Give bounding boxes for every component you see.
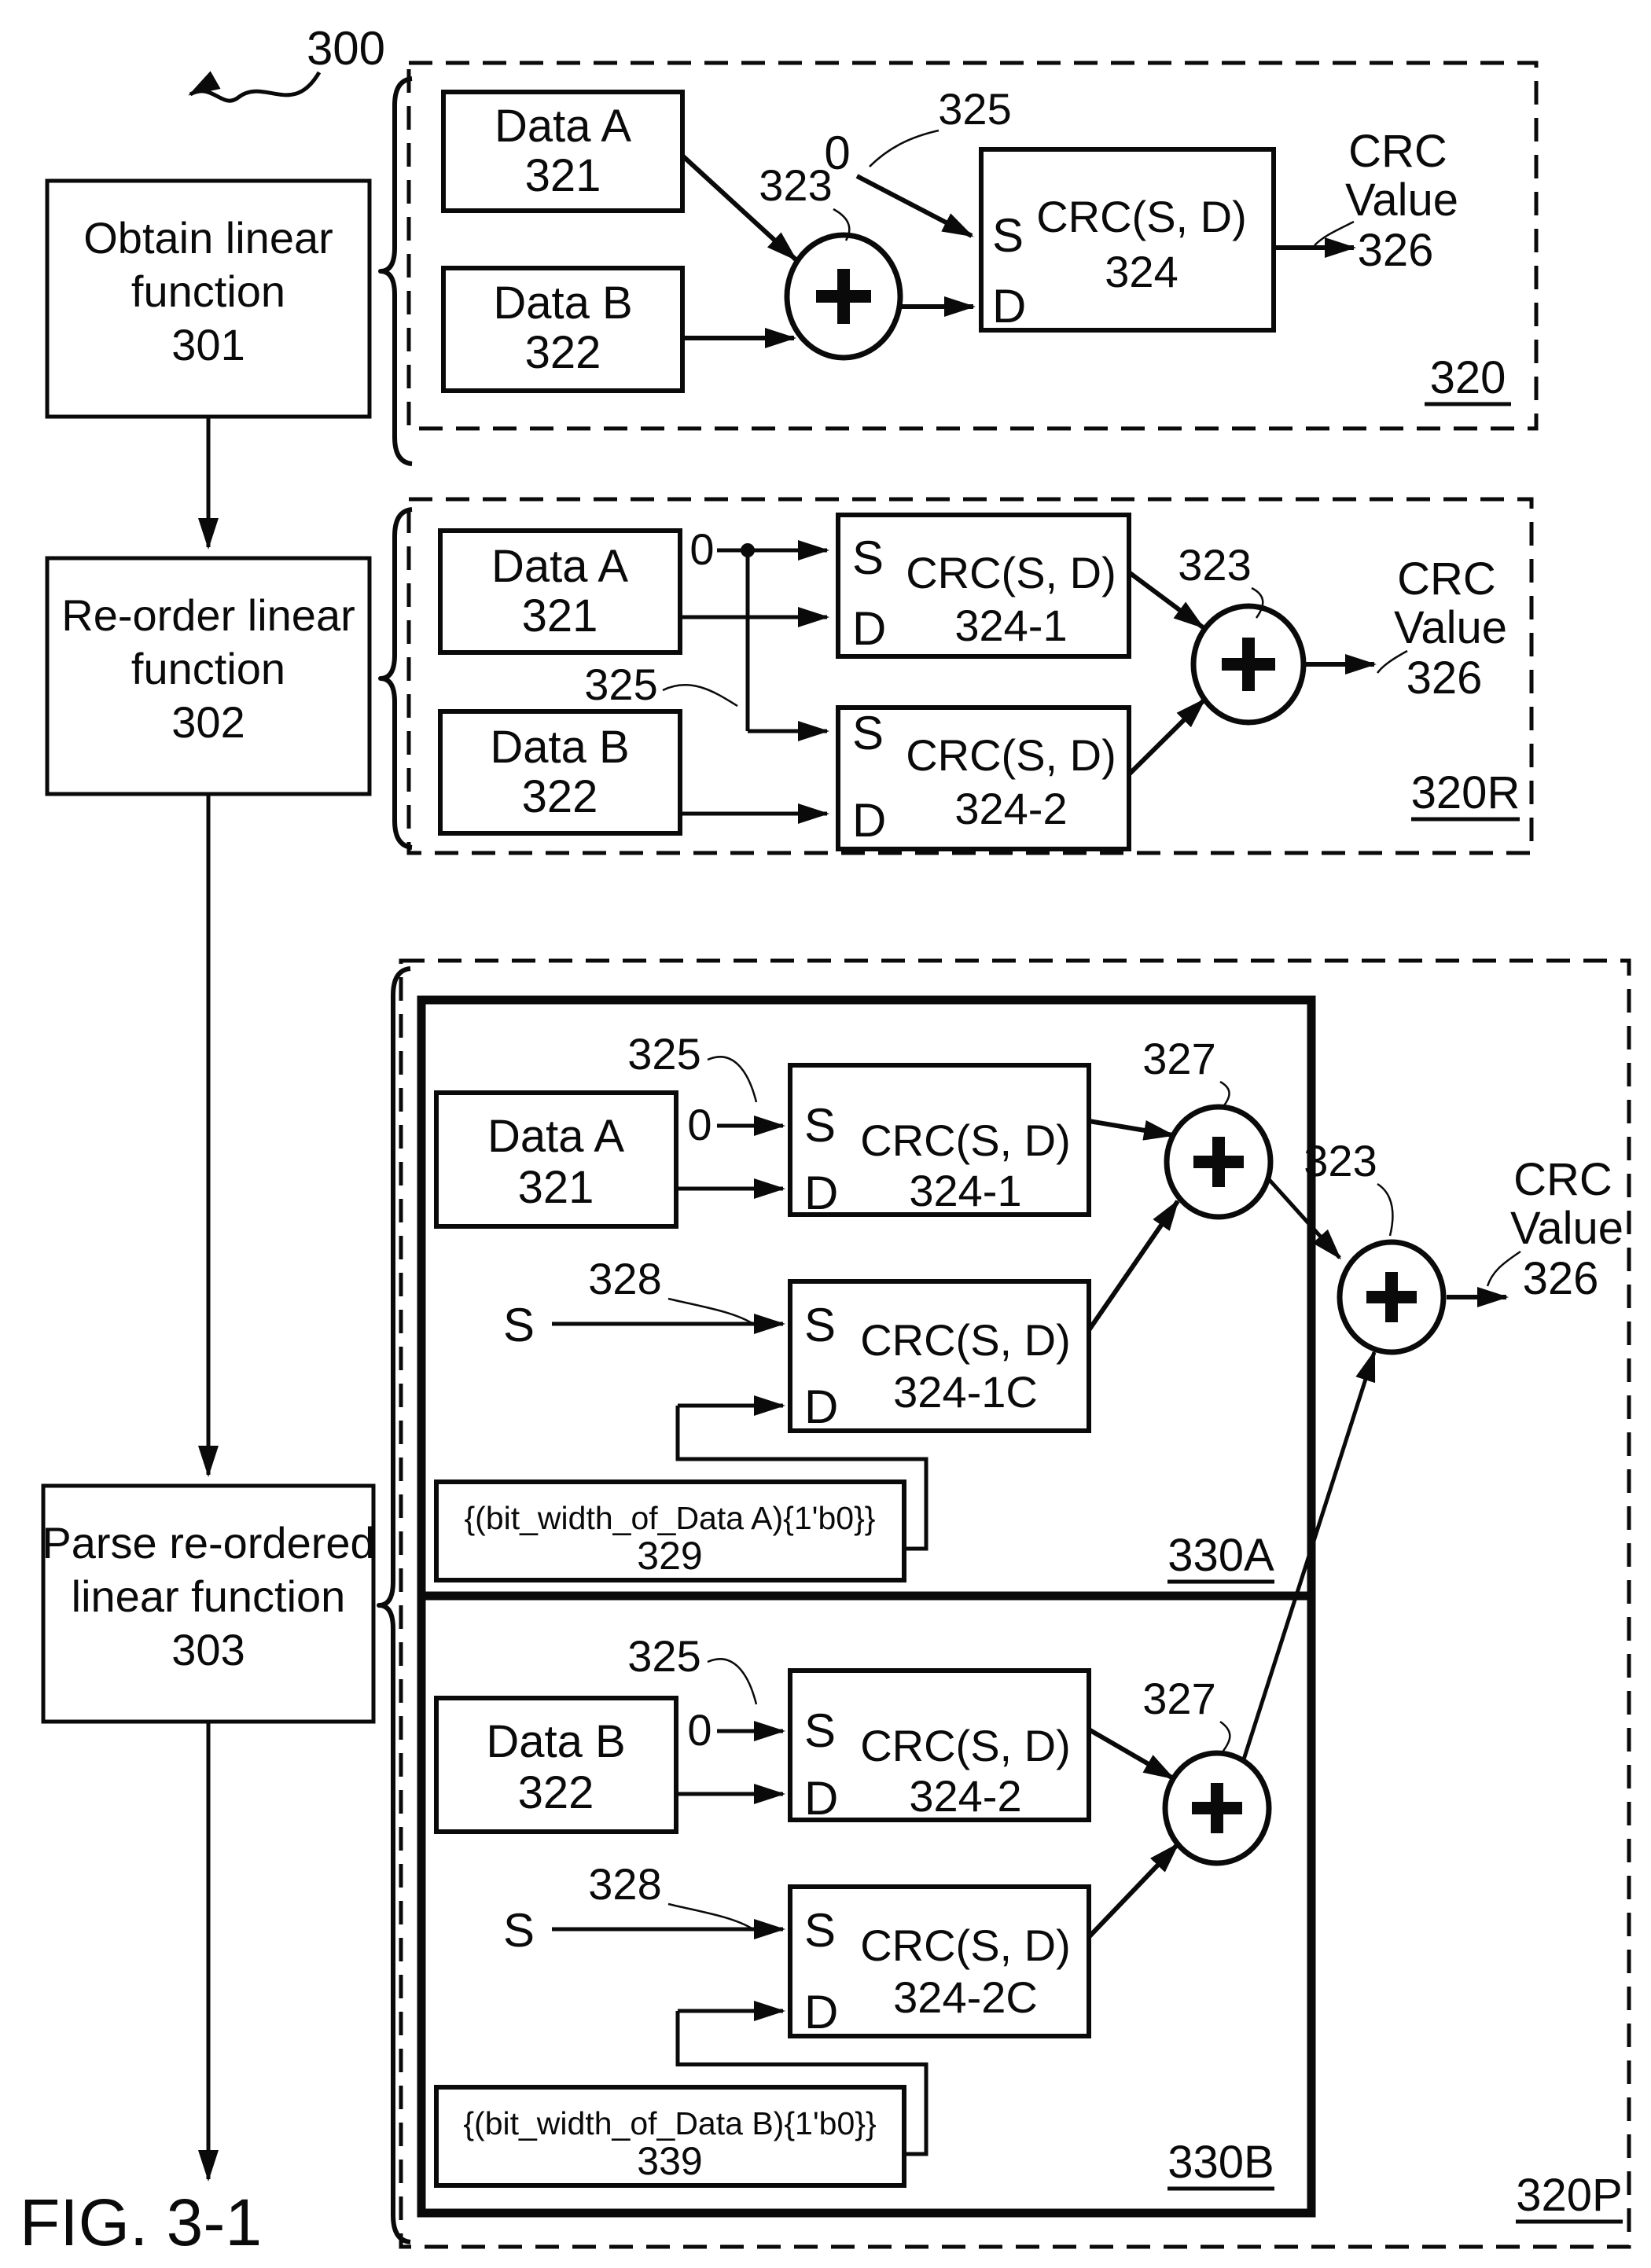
ref-323: 323	[1304, 1136, 1377, 1185]
data-b-label: Data B	[490, 722, 630, 773]
bitwidth-b-label: {(bit_width_of_Data B){1'b0}}	[463, 2105, 877, 2141]
section-320p-ref: 320P	[1516, 2170, 1623, 2221]
step2-num: 302	[171, 697, 245, 747]
s-input-label: S	[502, 1299, 535, 1351]
data-a-label: Data A	[487, 1111, 625, 1162]
crc-324-2-title: CRC(S, D)	[906, 730, 1116, 780]
ref-328: 328	[588, 1254, 662, 1303]
figure-label: FIG. 3-1	[20, 2185, 263, 2259]
s-input-label: S	[502, 1904, 535, 1957]
section-320	[409, 63, 1536, 428]
crc-value-line2: Value	[1393, 602, 1508, 653]
crc-324-1c-ref: 324-1C	[893, 1367, 1038, 1417]
group-330a-ref: 330A	[1167, 1530, 1274, 1581]
zero-constant: 0	[824, 127, 851, 179]
crc-324-2-port-s: S	[852, 707, 884, 759]
bitwidth-b-ref: 339	[637, 2139, 703, 2183]
crc-324-2-port-d: D	[804, 1772, 839, 1825]
crc-324-title: CRC(S, D)	[1036, 192, 1247, 241]
data-b-label: Data B	[486, 1716, 626, 1767]
crc-324-1-port-s: S	[804, 1099, 837, 1152]
crc-value-line2: Value	[1344, 175, 1459, 226]
diagram-ref-label: 300	[306, 22, 386, 75]
section-320-ref: 320	[1429, 352, 1506, 403]
crc-value-line1: CRC	[1348, 126, 1447, 177]
ref-327: 327	[1142, 1034, 1216, 1083]
step1-line2: function	[131, 266, 286, 316]
crc-324-1-port-d: D	[804, 1167, 839, 1219]
crc-324-1c-title: CRC(S, D)	[860, 1315, 1071, 1365]
crc-324-2-port-d: D	[852, 794, 887, 847]
step3-num: 303	[171, 1625, 245, 1674]
ref-327: 327	[1142, 1674, 1216, 1723]
leader-325	[663, 685, 737, 706]
flowchart	[42, 181, 374, 2179]
crc-324-ref: 324	[1105, 247, 1178, 296]
step1-num: 301	[171, 320, 245, 369]
crc-value-ref: 326	[1406, 652, 1483, 704]
data-b-ref: 322	[521, 771, 598, 822]
crc-324-1-port-s: S	[852, 531, 884, 584]
crc-value-ref: 326	[1357, 225, 1434, 276]
crc-value-line1: CRC	[1513, 1154, 1612, 1205]
leader-323	[1377, 1184, 1392, 1236]
zero-constant: 0	[687, 1100, 712, 1149]
ref-328: 328	[588, 1859, 662, 1909]
diagram-reference	[190, 22, 385, 101]
crc-324-1-ref: 324-1	[954, 601, 1068, 650]
crc-324-port-d: D	[992, 280, 1027, 333]
step2-line2: function	[131, 644, 286, 693]
crc-324-2-title: CRC(S, D)	[860, 1721, 1071, 1770]
step1-line1: Obtain linear	[83, 213, 333, 263]
crc-324-2-ref: 324-2	[909, 1771, 1022, 1821]
diagram-ref-arrow	[190, 72, 319, 101]
group-330b-ref: 330B	[1167, 2137, 1274, 2188]
crc-324-1-title: CRC(S, D)	[860, 1116, 1071, 1165]
data-a-ref: 321	[524, 150, 601, 201]
arrow-3242-to-xor	[1129, 700, 1204, 774]
crc-324-2-ref: 324-2	[954, 784, 1068, 833]
data-b-ref: 322	[524, 327, 601, 378]
zero-constant: 0	[689, 524, 715, 574]
data-b-ref: 322	[517, 1767, 594, 1818]
ref-325: 325	[584, 660, 658, 709]
step2-line1: Re-order linear	[61, 590, 355, 640]
section-320r-ref: 320R	[1410, 767, 1520, 818]
crc-value-line2: Value	[1509, 1203, 1624, 1254]
crc-324-2c-port-s: S	[804, 1904, 837, 1957]
crc-324-1c-port-s: S	[804, 1299, 837, 1351]
step3-line1: Parse re-ordered	[42, 1518, 375, 1568]
data-a-label: Data A	[491, 541, 629, 592]
ref-323: 323	[759, 160, 833, 210]
crc-324-2-port-s: S	[804, 1704, 837, 1757]
step3-line2: linear function	[71, 1571, 346, 1621]
crc-324-1-ref: 324-1	[909, 1166, 1022, 1215]
crc-324-2c-ref: 324-2C	[893, 1972, 1038, 2022]
data-a-ref: 321	[521, 590, 598, 641]
crc-324-1c-port-d: D	[804, 1380, 839, 1433]
ref-323: 323	[1178, 540, 1252, 590]
ref-325: 325	[627, 1631, 701, 1681]
crc-324-1-title: CRC(S, D)	[906, 548, 1116, 597]
crc-324-port-s: S	[992, 209, 1024, 262]
zero-constant: 0	[687, 1705, 712, 1755]
bitwidth-a-label: {(bit_width_of_Data A){1'b0}}	[464, 1500, 876, 1536]
section-320r	[409, 499, 1531, 853]
leader-326	[1315, 222, 1354, 245]
bitwidth-a-ref: 329	[637, 1534, 703, 1578]
crc-value-line1: CRC	[1397, 553, 1496, 605]
leader-326	[1377, 651, 1407, 673]
data-b-label: Data B	[493, 278, 633, 329]
arrow-zero-to-s	[857, 176, 972, 236]
section-320p	[401, 961, 1629, 2247]
crc-324-2c-port-d: D	[804, 1986, 839, 2038]
crc-324-1-port-d: D	[852, 602, 887, 655]
crc-value-ref: 326	[1522, 1253, 1599, 1304]
leader-325	[870, 130, 939, 167]
leader-326	[1487, 1252, 1520, 1286]
data-a-ref: 321	[517, 1162, 594, 1213]
ref-325: 325	[938, 84, 1012, 134]
crc-324-2c-title: CRC(S, D)	[860, 1921, 1071, 1970]
ref-325: 325	[627, 1029, 701, 1079]
brace-303-320p	[379, 969, 410, 2242]
data-a-label: Data A	[494, 101, 632, 152]
